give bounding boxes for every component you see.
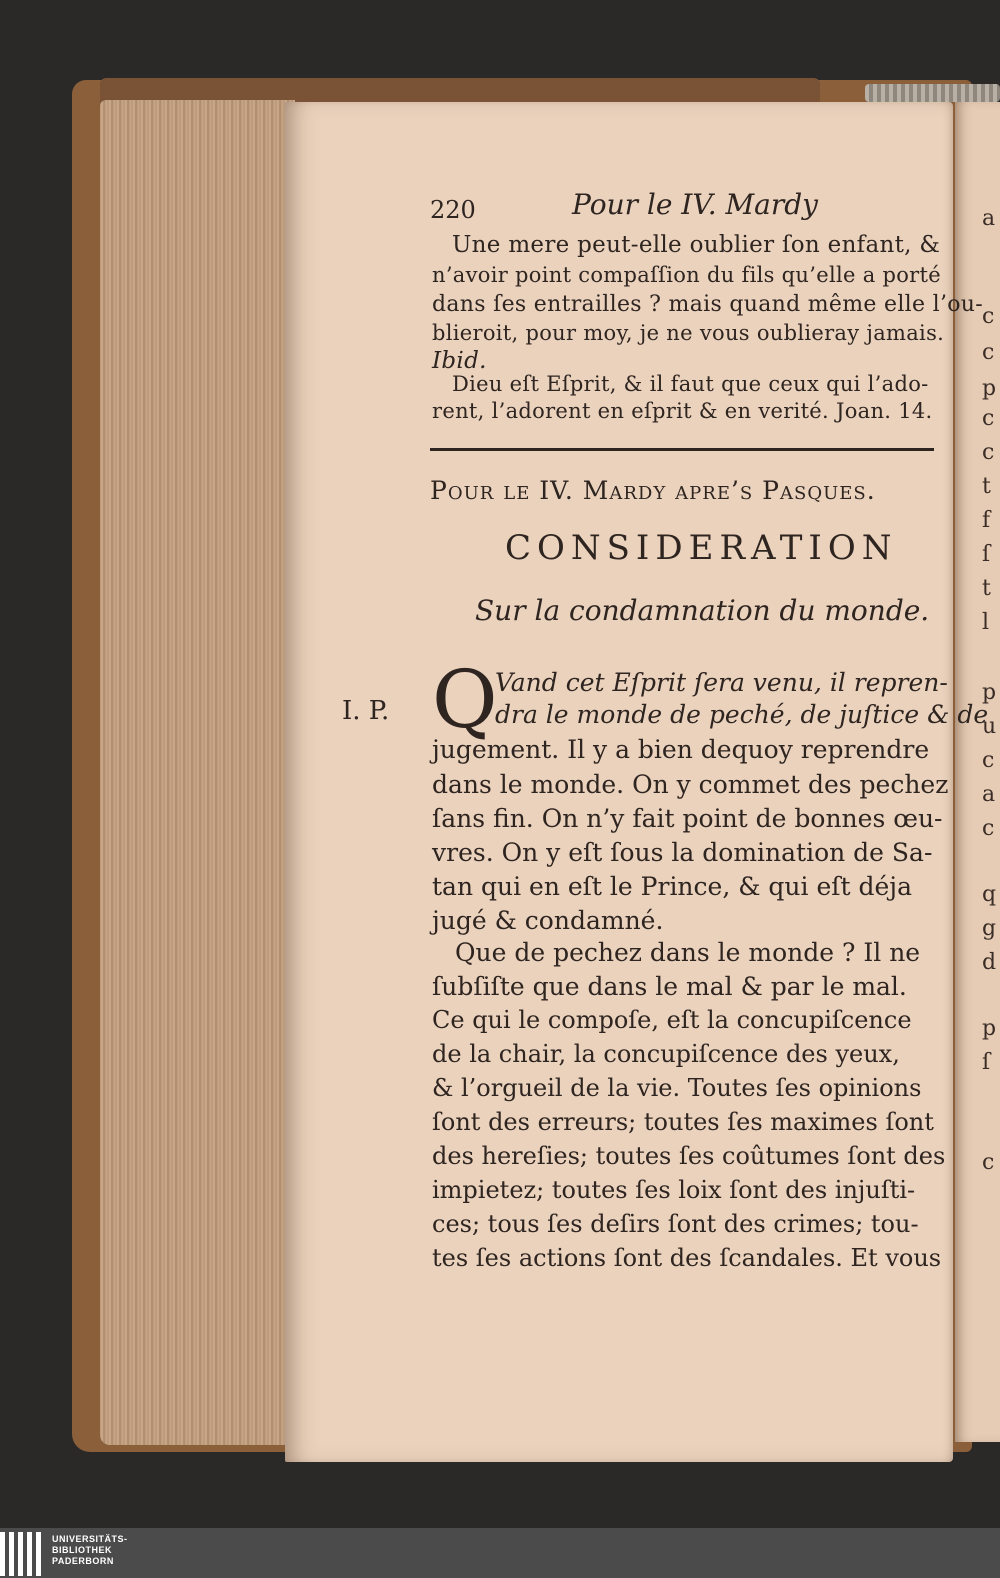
text-line: jugé & condamné. bbox=[432, 906, 664, 935]
next-page-letter: c bbox=[982, 816, 995, 841]
next-page-letter: c bbox=[982, 748, 995, 773]
drop-cap: Q bbox=[432, 653, 498, 746]
next-page-letter: g bbox=[982, 916, 997, 941]
next-page-letter: ſ bbox=[982, 542, 991, 567]
next-page-letter: q bbox=[982, 882, 997, 907]
next-page-letter: ſ bbox=[982, 1050, 991, 1075]
section-rule bbox=[430, 448, 934, 451]
text-line: dans ſes entrailles ? mais quand même elle l’ou- bbox=[432, 292, 984, 317]
subtitle: Sur la condamnation du monde. bbox=[475, 594, 930, 627]
text-line: blieroit, pour moy, je ne vous oublieray jamais. bbox=[432, 321, 945, 345]
text-line: ſans fin. On n’y fait point de bonnes œu- bbox=[432, 804, 943, 833]
text-line: n’avoir point compaſſion du fils qu’elle a porté bbox=[432, 263, 941, 287]
text-line: rent, l’adorent en eſprit & en verité. Joan. 14. bbox=[432, 399, 933, 423]
next-page-letter: f bbox=[982, 508, 991, 533]
text-line: ces; tous ſes deſirs ſont des crimes; tou- bbox=[432, 1210, 919, 1238]
running-head: Pour le IV. Mardy bbox=[572, 188, 818, 221]
text-line: dans le monde. On y commet des pechez bbox=[432, 770, 949, 799]
next-page-letter: c bbox=[982, 1150, 995, 1175]
next-page-letter: d bbox=[982, 950, 997, 975]
library-logo-icon bbox=[0, 1532, 44, 1576]
page-number: 220 bbox=[430, 196, 476, 224]
next-page-letter: u bbox=[982, 714, 997, 739]
text-line: tes ſes actions ſont des ſcandales. Et vous bbox=[432, 1244, 942, 1272]
next-page-letter: t bbox=[982, 474, 991, 499]
next-page-letter: p bbox=[982, 1016, 997, 1041]
heading: CONSIDERATION bbox=[505, 528, 898, 568]
text-line: Que de pechez dans le monde ? Il ne bbox=[455, 938, 921, 967]
next-page-letter: c bbox=[982, 340, 995, 365]
library-footer-bar bbox=[0, 1528, 1000, 1578]
text-line: dra le monde de peché, de juſtice & de bbox=[495, 700, 989, 729]
footer-line: BIBLIOTHEK bbox=[52, 1545, 112, 1555]
binding-cord bbox=[865, 84, 1000, 102]
text-line: vres. On y eſt ſous la domination de Sa- bbox=[432, 838, 933, 867]
next-page-letter: c bbox=[982, 406, 995, 431]
text-line: Une mere peut-elle oublier ſon enfant, & bbox=[452, 232, 941, 258]
section-title: Pour le IV. Mardy apre’s Pasques. bbox=[430, 476, 876, 505]
next-page-letter: c bbox=[982, 440, 995, 465]
text-line: impietez; toutes ſes loix ſont des injuſti- bbox=[432, 1176, 916, 1204]
margin-note: I. P. bbox=[342, 696, 390, 726]
text-line: jugement. Il y a bien dequoy reprendre bbox=[432, 735, 930, 764]
page-block-edges bbox=[100, 100, 295, 1445]
footer-line: PADERBORN bbox=[52, 1556, 114, 1566]
text-line: tan qui en eſt le Prince, & qui eſt déja bbox=[432, 872, 912, 901]
text-line: Dieu eſt Eſprit, & il faut que ceux qui l’ado- bbox=[452, 372, 929, 396]
next-page-letter: l bbox=[982, 610, 990, 635]
text-line: Vand cet Eſprit ſera venu, il repren- bbox=[495, 668, 948, 697]
text-line: des hereſies; toutes ſes coûtumes ſont des bbox=[432, 1142, 946, 1170]
text-line: & l’orgueil de la vie. Toutes ſes opinions bbox=[432, 1074, 922, 1102]
next-page-letter: c bbox=[982, 304, 995, 329]
next-page-letter: p bbox=[982, 376, 997, 401]
next-page-letter: a bbox=[982, 206, 996, 231]
next-page-letter: t bbox=[982, 576, 991, 601]
text-line: Ce qui le compoſe, eſt la concupiſcence bbox=[432, 1006, 912, 1034]
text-line: ſubſiſte que dans le mal & par le mal. bbox=[432, 972, 907, 1001]
text-line: ſont des erreurs; toutes ſes maximes ſont bbox=[432, 1108, 934, 1136]
footer-line: UNIVERSITÄTS- bbox=[52, 1534, 128, 1544]
next-page-letter: p bbox=[982, 680, 997, 705]
text-line: de la chair, la concupiſcence des yeux, bbox=[432, 1040, 900, 1068]
next-page-letter: a bbox=[982, 782, 996, 807]
text-line: Ibid. bbox=[432, 348, 487, 374]
